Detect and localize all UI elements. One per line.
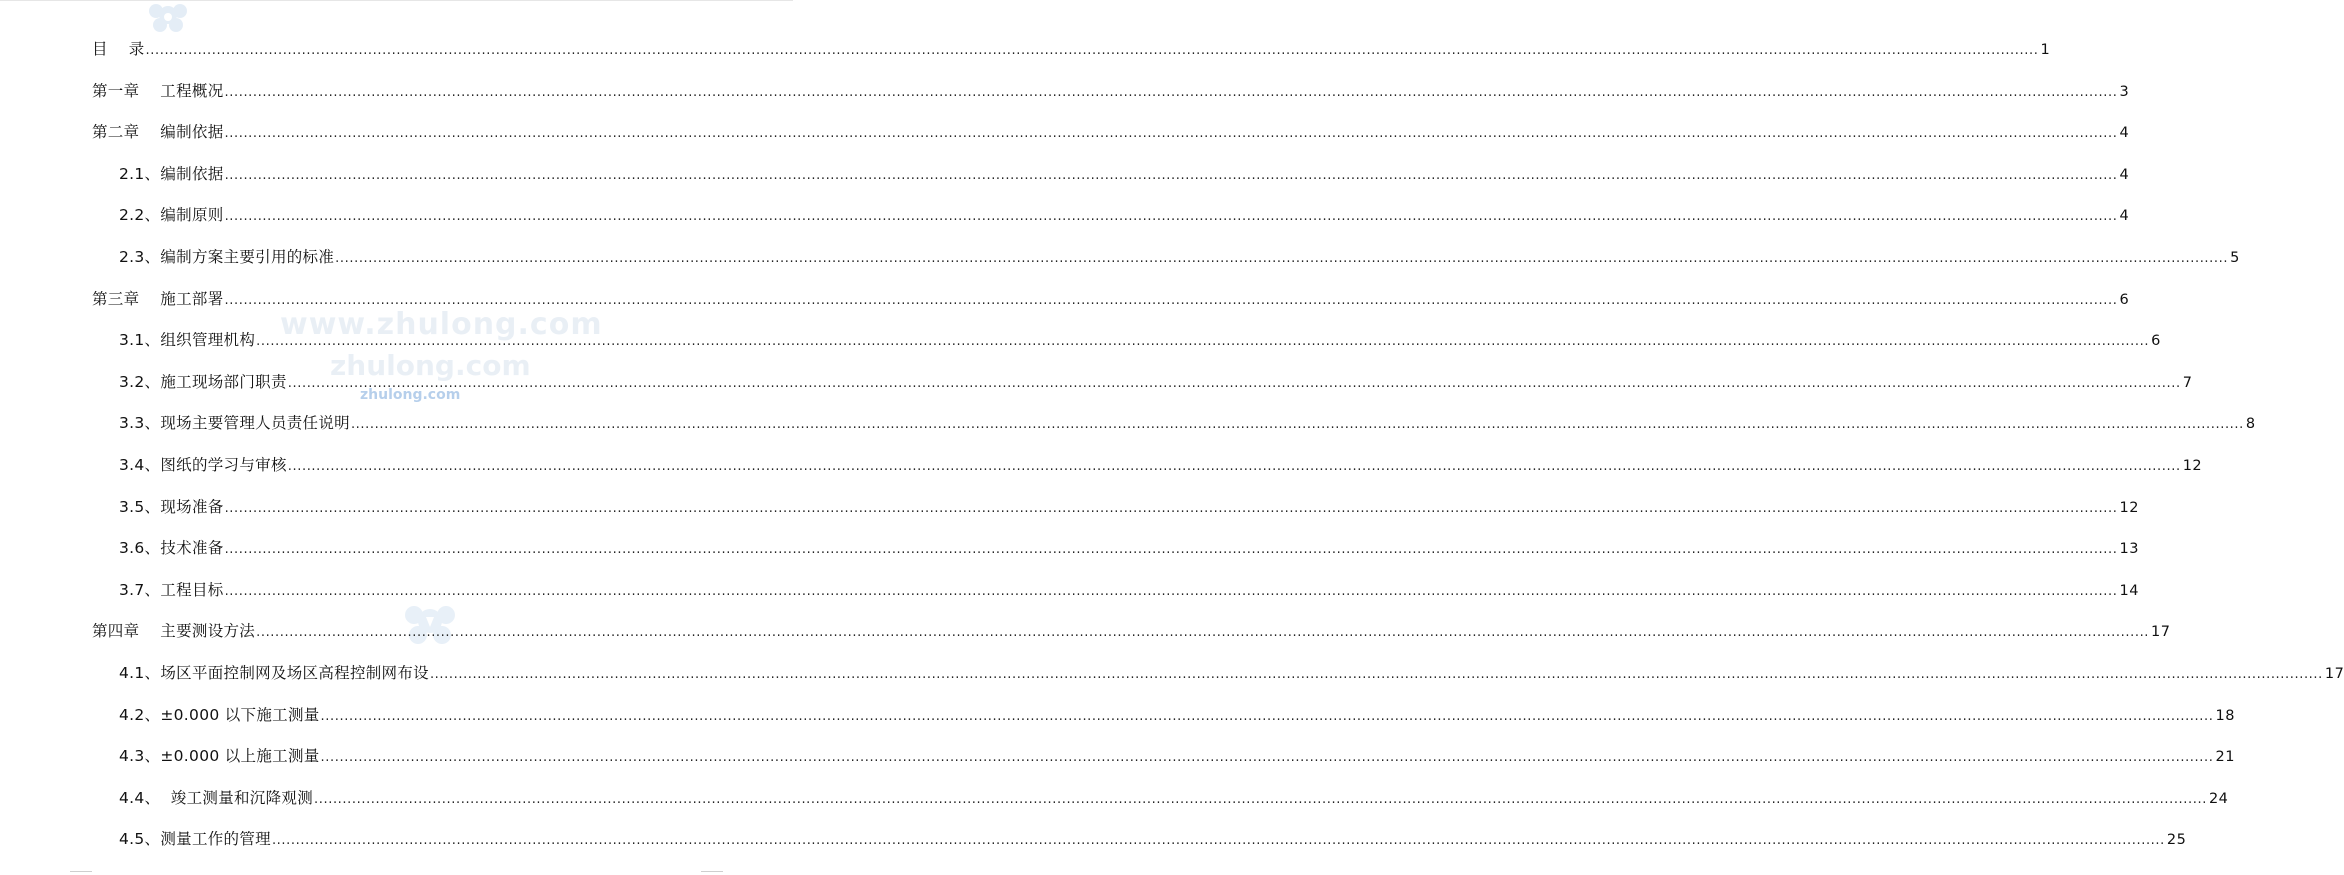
toc-entry[interactable] bbox=[119, 245, 2240, 269]
toc-entry-page-number: 17 bbox=[2151, 624, 2171, 640]
toc-entry[interactable] bbox=[92, 37, 2051, 61]
watermark-logo-icon bbox=[138, 1, 198, 41]
page-corner-mark bbox=[70, 871, 92, 875]
toc-entry-page-number: 6 bbox=[2151, 333, 2161, 349]
toc-entry-title: 3.4、图纸的学习与审核 bbox=[119, 456, 287, 474]
toc-entry[interactable] bbox=[119, 827, 2187, 851]
toc-entry-page-number: 4 bbox=[2119, 208, 2130, 224]
toc-entry[interactable] bbox=[119, 411, 2256, 435]
toc-entry-page-number: 8 bbox=[2245, 416, 2256, 432]
toc-leader-dots: ................................................................................................................................................................................................................................................................................................................................................................................................................ bbox=[224, 168, 2118, 183]
toc-entry[interactable] bbox=[119, 203, 2130, 227]
toc-entry[interactable] bbox=[119, 661, 2344, 685]
toc-entry-page-number: 12 bbox=[2182, 458, 2203, 474]
toc-entry[interactable] bbox=[119, 370, 2193, 394]
toc-leader-dots: ................................................................................................................................................................................................................................................................................................................................................................................................................ bbox=[224, 209, 2118, 224]
toc-entry-page-number: 1 bbox=[2040, 42, 2051, 58]
toc-leader-dots: ................................................................................................................................................................................................................................................................................................................................................................................................................ bbox=[429, 667, 2323, 682]
toc-leader-dots: ................................................................................................................................................................................................................................................................................................................................................................................................................ bbox=[224, 542, 2118, 557]
toc-entry[interactable] bbox=[119, 786, 2229, 810]
toc-leader-dots: ................................................................................................................................................................................................................................................................................................................................................................................................................ bbox=[287, 376, 2181, 391]
toc-entry-page-number: 17 bbox=[2324, 666, 2344, 682]
toc-entry-page-number: 14 bbox=[2119, 583, 2139, 599]
toc-leader-dots: ................................................................................................................................................................................................................................................................................................................................................................................................................ bbox=[335, 251, 2229, 266]
toc-entry-title: 4.1、场区平面控制网及场区高程控制网布设 bbox=[119, 664, 429, 682]
toc-entry[interactable] bbox=[119, 578, 2139, 602]
toc-entry-title: 3.7、工程目标 bbox=[119, 581, 224, 599]
toc-entry-title: 3.5、现场准备 bbox=[119, 498, 224, 516]
toc-entry-title: 3.1、组织管理机构 bbox=[119, 331, 256, 349]
toc-entry-title: 第二章 编制依据 bbox=[92, 123, 224, 141]
toc-leader-dots: ................................................................................................................................................................................................................................................................................................................................................................................................................ bbox=[224, 584, 2118, 599]
toc-leader-dots: ................................................................................................................................................................................................................................................................................................................................................................................................................ bbox=[271, 833, 2165, 848]
toc-leader-dots: ................................................................................................................................................................................................................................................................................................................................................................................................................ bbox=[224, 85, 2118, 100]
toc-entry-title: 第三章 施工部署 bbox=[92, 290, 224, 308]
toc-leader-dots: ................................................................................................................................................................................................................................................................................................................................................................................................................ bbox=[314, 792, 2207, 807]
toc-entry-title: 目 录 bbox=[92, 40, 145, 58]
toc-leader-dots: ................................................................................................................................................................................................................................................................................................................................................................................................................ bbox=[350, 417, 2244, 432]
toc-entry-title: 4.3、±0.000 以上施工测量 bbox=[119, 747, 320, 765]
toc-leader-dots: ................................................................................................................................................................................................................................................................................................................................................................................................................ bbox=[256, 625, 2150, 640]
toc-entry-title: 4.2、±0.000 以下施工测量 bbox=[119, 706, 320, 724]
toc-entry-title: 4.5、测量工作的管理 bbox=[119, 830, 271, 848]
toc-entry-title: 第四章 主要测设方法 bbox=[92, 622, 256, 640]
watermark-text: www.zhulong.com bbox=[280, 307, 603, 342]
toc-entry-page-number: 5 bbox=[2230, 250, 2240, 266]
toc-entry-page-number: 4 bbox=[2119, 125, 2130, 141]
toc-entry-title: 2.2、编制原则 bbox=[119, 206, 224, 224]
toc-entry[interactable] bbox=[119, 162, 2130, 186]
toc-entry-title: 2.1、编制依据 bbox=[119, 165, 224, 183]
toc-entry-page-number: 25 bbox=[2166, 832, 2187, 848]
toc-entry[interactable] bbox=[119, 703, 2235, 727]
toc-entry-title: 3.2、施工现场部门职责 bbox=[119, 373, 287, 391]
toc-entry[interactable] bbox=[119, 495, 2139, 519]
toc-entry[interactable] bbox=[92, 120, 2130, 144]
watermark-text: zhulong.com bbox=[360, 387, 461, 403]
toc-leader-dots: ................................................................................................................................................................................................................................................................................................................................................................................................................ bbox=[320, 709, 2214, 724]
toc-entry-page-number: 12 bbox=[2119, 500, 2139, 516]
toc-leader-dots: ................................................................................................................................................................................................................................................................................................................................................................................................................ bbox=[145, 43, 2039, 58]
toc-entry-page-number: 7 bbox=[2182, 375, 2193, 391]
page-corner-mark bbox=[701, 871, 723, 875]
watermark-text: zhulong.com bbox=[330, 349, 531, 382]
toc-entry-page-number: 24 bbox=[2208, 791, 2229, 807]
toc-leader-dots: ................................................................................................................................................................................................................................................................................................................................................................................................................ bbox=[287, 459, 2181, 474]
toc-entry-page-number: 13 bbox=[2119, 541, 2139, 557]
toc-entry[interactable] bbox=[92, 619, 2171, 643]
toc-entry[interactable] bbox=[119, 453, 2203, 477]
toc-entry-title: 3.6、技术准备 bbox=[119, 539, 224, 557]
toc-entry-page-number: 3 bbox=[2119, 84, 2130, 100]
toc-entry-page-number: 21 bbox=[2215, 749, 2235, 765]
toc-entry-page-number: 18 bbox=[2215, 708, 2235, 724]
toc-entry-page-number: 6 bbox=[2119, 292, 2130, 308]
toc-leader-dots: ................................................................................................................................................................................................................................................................................................................................................................................................................ bbox=[320, 750, 2214, 765]
toc-entry-title: 3.3、现场主要管理人员责任说明 bbox=[119, 414, 350, 432]
toc-leader-dots: ................................................................................................................................................................................................................................................................................................................................................................................................................ bbox=[224, 293, 2118, 308]
toc-entry-title: 2.3、编制方案主要引用的标准 bbox=[119, 248, 335, 266]
toc-leader-dots: ................................................................................................................................................................................................................................................................................................................................................................................................................ bbox=[256, 334, 2150, 349]
toc-entry-page-number: 4 bbox=[2119, 167, 2130, 183]
toc-entry-title: 第一章 工程概况 bbox=[92, 82, 224, 100]
toc-entry-title: 4.4、 竣工测量和沉降观测 bbox=[119, 789, 314, 807]
toc-leader-dots: ................................................................................................................................................................................................................................................................................................................................................................................................................ bbox=[224, 501, 2118, 516]
toc-entry[interactable] bbox=[119, 744, 2235, 768]
toc-entry[interactable] bbox=[92, 287, 2130, 311]
toc-entry[interactable] bbox=[119, 328, 2161, 352]
toc-entry[interactable] bbox=[119, 536, 2139, 560]
toc-entry[interactable] bbox=[92, 79, 2130, 103]
toc-leader-dots: ................................................................................................................................................................................................................................................................................................................................................................................................................ bbox=[224, 126, 2118, 141]
